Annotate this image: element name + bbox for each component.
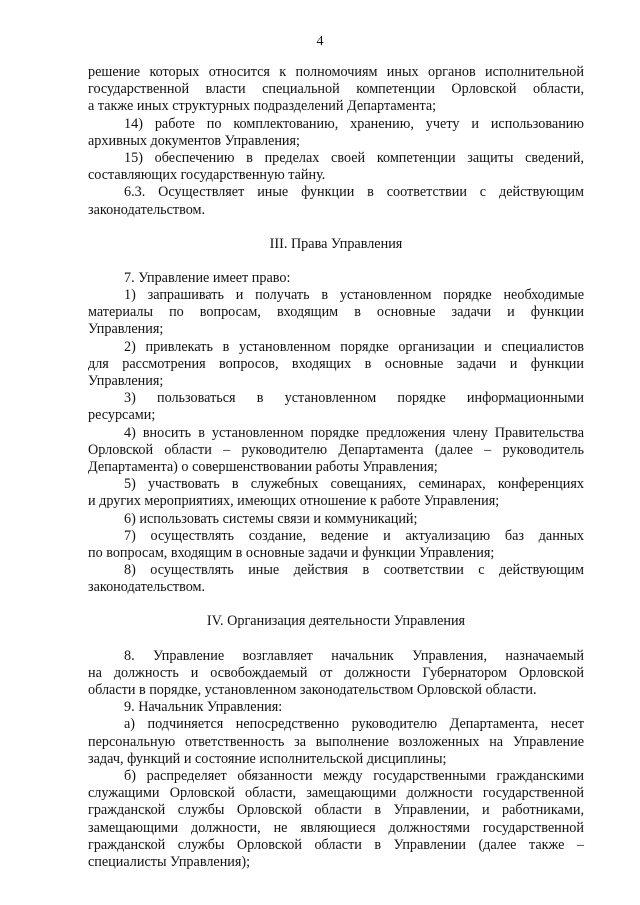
paragraph: [88, 528, 584, 562]
text-line: 15) обеспечению в пределах своей компетенции защиты сведений,: [124, 149, 584, 166]
text-line: области в порядке, установленном законодательством Орловской области.: [88, 682, 537, 698]
text-line: законодательством.: [88, 201, 206, 218]
text-line: замещающими должности, не являющиеся должностями государственной: [88, 819, 584, 836]
text-line: архивных документов Управления;: [88, 132, 300, 149]
text-line: на должность и освобождаемый от должности Губернатором Орловской: [88, 664, 584, 681]
text-line: б) распределяет обязанности между государственными гражданскими: [124, 767, 584, 784]
text-line: Управления;: [88, 373, 164, 389]
paragraph: [88, 768, 584, 871]
text-line: Департамента) о совершенствовании работы Управления;: [88, 458, 438, 475]
text-line: Орловской области – руководителю Департамента (далее – руководитель: [88, 441, 584, 458]
text-line: ресурсами;: [88, 407, 156, 424]
text-line: по вопросам, входящим в основные задачи и функции Управления;: [88, 544, 495, 561]
section-heading: IV. Организация деятельности Управления: [206, 613, 466, 630]
text-line: 8. Управление возглавляет начальник Управления, назначаемый: [124, 647, 584, 664]
document-body: [88, 64, 584, 871]
text-line: 8) осуществлять иные действия в соответствии с действующим: [124, 562, 584, 579]
text-line: персональную ответственность за выполнение возложенных на Управление: [88, 733, 584, 750]
text-line: 2) привлекать в установленном порядке организации и специалистов: [124, 338, 584, 355]
text-line: составляющих государственную тайну.: [88, 167, 326, 184]
paragraph: [88, 64, 584, 116]
text-line: и других мероприятиях, имеющих отношение к работе Управления;: [88, 493, 500, 510]
paragraph: [88, 270, 584, 287]
paragraph: [88, 339, 584, 391]
text-line: гражданской службы Орловской области в Управлении (далее также –: [88, 836, 584, 853]
text-line: законодательством.: [88, 579, 206, 596]
text-line: Управления;: [88, 321, 164, 338]
paragraph: [88, 184, 584, 218]
text-line: 5) участвовать в служебных совещаниях, семинарах, конференциях: [124, 476, 584, 493]
text-line: специалисты Управления);: [88, 853, 251, 870]
paragraph: [88, 150, 584, 184]
text-line: 7. Управление имеет право:: [124, 269, 291, 286]
text-line: а также иных структурных подразделений Департамента;: [88, 98, 437, 115]
text-line: государственной власти специальной компетенции Орловской области,: [88, 81, 584, 98]
text-line: решение которых относится к полномочиям иных органов исполнительной: [88, 64, 584, 80]
paragraph: [88, 116, 584, 150]
text-line: 7) осуществлять создание, ведение и актуализацию баз данных: [124, 527, 584, 544]
text-line: 14) работе по комплектованию, хранению, учету и использованию: [124, 115, 584, 132]
paragraph: [88, 476, 584, 510]
paragraph: [88, 390, 584, 424]
text-line: 4) вносить в установленном порядке предложения члену Правительства: [124, 424, 584, 441]
text-line: 3) пользоваться в установленном порядке информационными: [124, 390, 584, 407]
text-line: задач, функций и состояние исполнительской дисциплины;: [88, 750, 447, 767]
text-line: 6) использовать системы связи и коммуникаций;: [124, 510, 418, 527]
paragraph: [88, 425, 584, 477]
text-line: 9. Начальник Управления:: [124, 699, 283, 716]
paragraph: [88, 287, 584, 339]
text-line: служащими Орловской области, замещающими должности государственной: [88, 785, 584, 802]
paragraph: [88, 562, 584, 596]
text-line: материалы по вопросам, входящим в основные задачи и функции: [88, 304, 584, 321]
paragraph: [88, 511, 584, 528]
paragraph: [88, 699, 584, 716]
text-line: 1) запрашивать и получать в установленном порядке необходимые: [124, 287, 584, 304]
section-heading: III. Права Управления: [269, 235, 403, 252]
text-line: 6.3. Осуществляет иные функции в соответствии с действующим: [124, 184, 584, 201]
page-number: 4: [316, 34, 324, 49]
text-line: гражданской службы Орловской области в Управлении, и работниками,: [88, 802, 584, 819]
text-line: для рассмотрения вопросов, входящих в основные задачи и функции: [88, 355, 584, 372]
paragraph: [88, 716, 584, 768]
text-line: а) подчиняется непосредственно руководителю Департамента, несет: [124, 716, 584, 733]
paragraph: [88, 648, 584, 700]
